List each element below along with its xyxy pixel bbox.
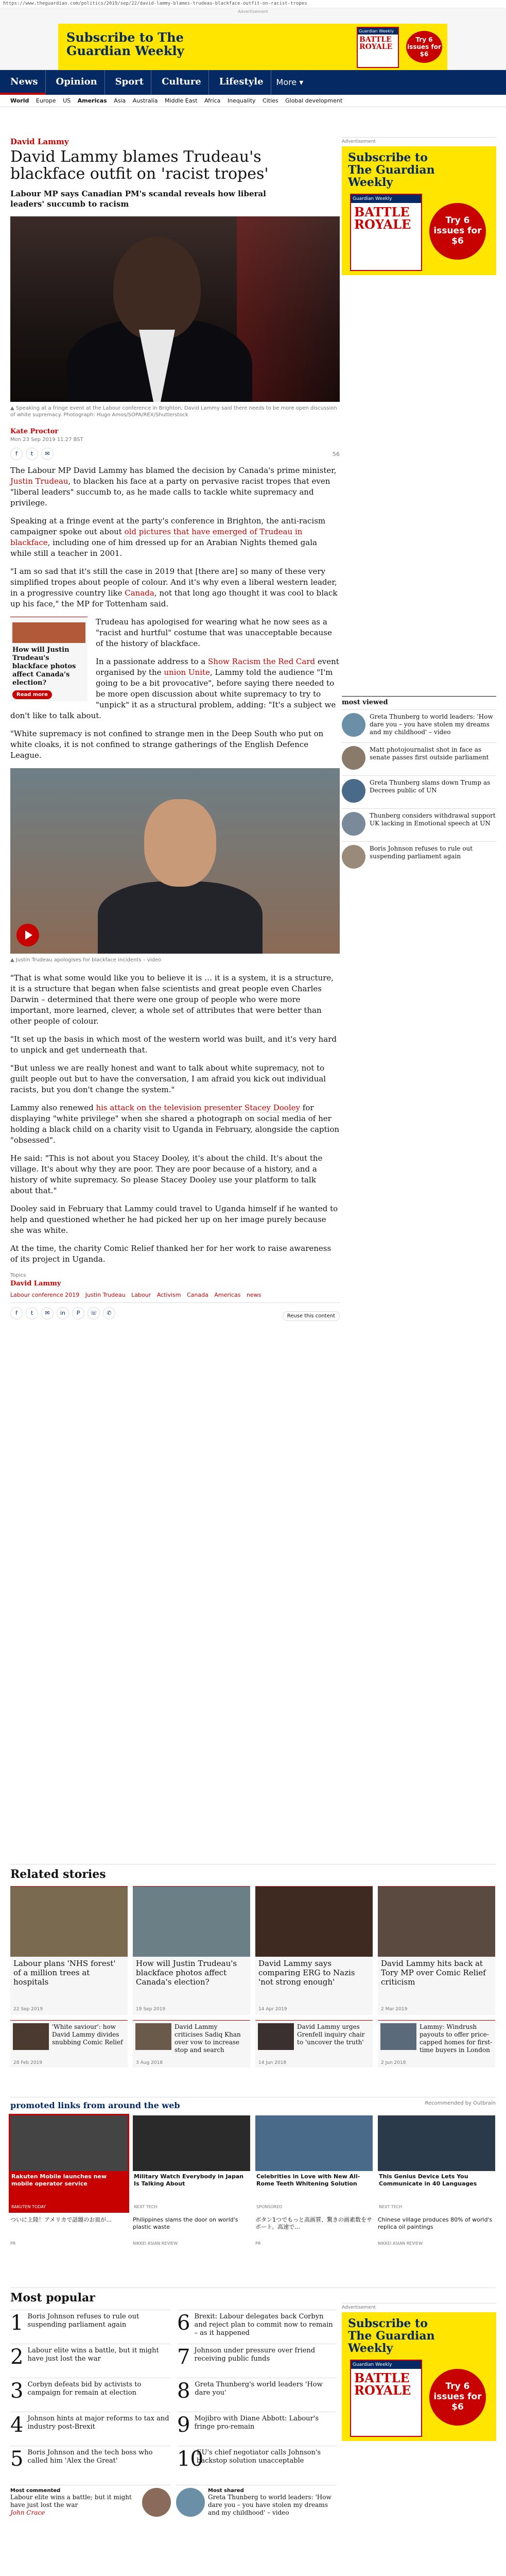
- most-viewed-item[interactable]: [342, 742, 496, 775]
- item-text: Boris Johnson refuses to rule out suspending parliament again: [27, 2313, 139, 2329]
- tag[interactable]: Activism: [156, 1292, 181, 1298]
- link-title: ボタン1つでもっと高画質、驚きの画素数をサポート。高速で…: [255, 2216, 372, 2230]
- card-time: 3 Aug 2018: [136, 2060, 163, 2065]
- nav-opinion[interactable]: Opinion: [46, 70, 105, 95]
- card-title: David Lammy says comparing ERG to Nazis 'not strong enough': [258, 1959, 355, 1987]
- card-image: [10, 2115, 128, 2171]
- byline[interactable]: Kate Proctor: [10, 428, 59, 435]
- card-title: Labour plans 'NHS forest' of a million trees at hospitals: [13, 1959, 116, 1987]
- related-small-card[interactable]: [10, 2020, 128, 2067]
- item-text: Labour elite wins a battle, but it might have just lost the war: [27, 2347, 159, 2363]
- item-text: Boris Johnson and the tech boss who called him 'Alex the Great': [27, 2449, 153, 2465]
- popular-item[interactable]: [177, 2446, 337, 2480]
- card-image: [378, 1887, 495, 1957]
- related-title: Related stories: [10, 1864, 496, 1881]
- link-stacey-dooley[interactable]: his attack on the television presenter Stacey Dooley: [96, 1103, 300, 1112]
- read-more-button[interactable]: Read more: [12, 690, 52, 699]
- most-commented-author: John Crace: [10, 2509, 45, 2516]
- subnav-world[interactable]: World: [10, 97, 29, 104]
- article-kicker[interactable]: David Lammy: [10, 137, 69, 146]
- sub-nav: [0, 95, 506, 107]
- video-player[interactable]: [10, 768, 340, 954]
- card-image: [255, 2115, 373, 2171]
- card-image: [378, 2115, 495, 2171]
- promoted-text-link[interactable]: [133, 2216, 250, 2247]
- side-ad-cover-title: BATTLE ROYALE: [354, 205, 411, 232]
- paragraph: "White supremacy is not confined to strange men in the Deep South who put on white cloaks, it is not confined to strange gatherings of the English Defence League.: [10, 729, 324, 760]
- magazine-cover: [357, 27, 399, 68]
- ad-label: Advertisement: [342, 137, 496, 144]
- tag[interactable]: news: [246, 1292, 261, 1298]
- subnav-inequality[interactable]: Inequality: [227, 97, 256, 104]
- promoted-links: [10, 2097, 496, 2247]
- item-text: Greta Thunberg's world leaders 'How dare you': [195, 2381, 323, 2397]
- link-source: PR: [10, 2241, 16, 2246]
- promoted-card[interactable]: [133, 2115, 250, 2211]
- card-title: Lammy: Windrush payouts to offer price-capped homes for first-time buyers in London: [420, 2023, 493, 2054]
- publish-date: Mon 23 Sep 2019 11.27 BST: [10, 437, 83, 443]
- hero-image: [10, 216, 340, 402]
- tag[interactable]: Labour conference 2019: [10, 1292, 80, 1298]
- item-text: EU's chief negotiator calls Johnson's backstop solution unacceptable: [197, 2449, 321, 2465]
- promoted-card[interactable]: [255, 2115, 373, 2211]
- offer-badge[interactable]: Try 6 issues for $6: [406, 31, 442, 63]
- most-viewed-item[interactable]: [342, 808, 496, 841]
- article: [10, 137, 340, 1325]
- whatsapp-icon[interactable]: ☏: [88, 1307, 100, 1319]
- card-image: [255, 1887, 373, 1957]
- most-viewed-item[interactable]: [342, 841, 496, 874]
- card-time: 14 Jun 2018: [258, 2060, 287, 2065]
- link-source: NIKKEI ASIAN REVIEW: [133, 2241, 178, 2246]
- rank-number: 6: [177, 2311, 190, 2335]
- card-image: [13, 2023, 49, 2050]
- card-source: SPONSORED: [256, 2205, 283, 2209]
- link-title: Chinese village produces 80% of world's replica oil paintings: [378, 2216, 493, 2230]
- link-source: NIKKEI ASIAN REVIEW: [378, 2241, 423, 2246]
- facebook-icon[interactable]: f: [10, 448, 23, 460]
- card-source: RAKUTEN TODAY: [11, 2205, 46, 2209]
- thumbnail: [342, 779, 365, 803]
- most-viewed: [342, 696, 496, 874]
- card-title: David Lammy criticises Sadiq Khan over vow to increase stop and search: [175, 2023, 241, 2054]
- item-text: Johnson hints at major reforms to tax and industry post-Brexit: [27, 2415, 169, 2431]
- link-justin-trudeau[interactable]: Justin Trudeau: [10, 477, 68, 486]
- promoted-text-link[interactable]: [10, 2216, 128, 2247]
- item-text: Corbyn defeats bid by activists to campaign for remain at election: [27, 2381, 142, 2397]
- rank-number: 8: [177, 2379, 190, 2403]
- card-time: 22 Sep 2019: [13, 2007, 43, 2012]
- card-source: NEXT TECH: [379, 2205, 403, 2209]
- article-footer: [10, 1302, 340, 1325]
- popular-item[interactable]: [10, 2344, 170, 2378]
- popular-item[interactable]: [10, 2378, 170, 2412]
- most-shared-label: Most shared: [208, 2488, 244, 2494]
- messenger-icon[interactable]: ✆: [103, 1307, 115, 1319]
- most-viewed-title: most viewed: [342, 696, 496, 706]
- subnav-us[interactable]: US: [63, 97, 71, 104]
- related-card[interactable]: [133, 1886, 250, 2015]
- paragraph: "It set up the basis in which most of the western world was built, and it's very hard to unpick and get underneath that.: [10, 1035, 337, 1055]
- guardian-weekly-banner[interactable]: [58, 24, 447, 70]
- rank-number: 9: [177, 2413, 190, 2437]
- reuse-content-button[interactable]: Reuse this content: [283, 1311, 340, 1321]
- twitter-icon[interactable]: t: [26, 1307, 38, 1319]
- subnav-europe[interactable]: Europe: [36, 97, 56, 104]
- subnav-africa[interactable]: Africa: [204, 97, 221, 104]
- nav-news[interactable]: News: [0, 70, 46, 95]
- item-text: Johnson under pressure over friend receiving public funds: [194, 2347, 316, 2363]
- banner-headline: Subscribe to The Guardian Weekly: [66, 30, 184, 58]
- ad-label: Advertisement: [342, 2303, 496, 2310]
- related-card[interactable]: [10, 1886, 128, 2015]
- related-card[interactable]: [378, 1886, 495, 2015]
- popular-item[interactable]: [177, 2344, 337, 2378]
- side-ad-cover-masthead: Guardian Weekly: [351, 195, 421, 203]
- item-text: Thunberg considers withdrawal support UK lacking in Emotional speech at UN: [370, 812, 496, 827]
- popular-item[interactable]: [10, 2310, 170, 2344]
- item-text: Boris Johnson refuses to rule out suspending parliament again: [370, 845, 473, 860]
- card-title: How will Justin Trudeau's blackface photos affect Canada's election?: [136, 1959, 237, 1987]
- email-icon[interactable]: ✉: [41, 1307, 54, 1319]
- related-small-card[interactable]: [255, 2020, 373, 2067]
- article-headline: David Lammy blames Trudeau's blackface outfit on 'racist tropes': [10, 148, 269, 183]
- subnav-cities[interactable]: Cities: [263, 97, 278, 104]
- tag[interactable]: Americas: [214, 1292, 241, 1298]
- paragraph: The Labour MP David Lammy has blamed the decision by Canada's prime minister, Justin Trudeau, to blacken his face at a party on pervasive racist tropes that even "liberal leaders" succumb to, as he made calls to tackle white supremacy and privilege.: [10, 466, 337, 507]
- cover-masthead: Guardian Weekly: [358, 28, 398, 35]
- most-commented-label: Most commented: [10, 2488, 61, 2494]
- most-popular-title: Most popular: [10, 2287, 496, 2304]
- rank-number: 7: [177, 2345, 190, 2369]
- subnav-americas[interactable]: Americas: [77, 97, 107, 104]
- hero-caption: ▲ Speaking at a fringe event at the Labour conference in Brighton, David Lammy said there needs to be more open discussion of white supremacy. Photograph: Hugo Amos/SOPA/REX/Shutterstock: [10, 405, 337, 418]
- paragraph: In a passionate address to a Show Racism the Red Card event organised by the union Unite, Lammy told the audience "I'm going to be a bit provocative", before saying there needed to be more open discussion about white supremacy to try to "unpick" it as a structural problem, adding: "It's a subject we don't like to talk about.: [10, 657, 339, 720]
- paragraph: Speaking at a fringe event at the party's conference in Brighton, the anti-racism campaigner spoke out about old pictures that have emerged of Trudeau in blackface, including one of him dressed up for an Arabian Nights themed gala while still a teacher in 2001.: [10, 516, 326, 558]
- popular-item[interactable]: [10, 2446, 170, 2480]
- card-image: [133, 1887, 250, 1957]
- nav-culture[interactable]: Culture: [151, 70, 209, 95]
- link-title: ついに上陸！アメリカで話題のお皿が…: [10, 2216, 112, 2223]
- side-ad-offer[interactable]: Try 6 issues for $6: [429, 2369, 486, 2426]
- paragraph: He said: "This is not about you Stacey Dooley, it's about the child. It's about the village. It's about why they are poor. They are poor because of a history, and a history of white supremacy. So please Stacey Dooley use your platform to talk about that.": [10, 1154, 323, 1195]
- side-advertisement[interactable]: [342, 146, 496, 275]
- ad-label: Advertisement: [238, 9, 268, 14]
- card-title: Rakuten Mobile launches new mobile operator service: [11, 2173, 107, 2187]
- paragraph: Lammy also renewed his attack on the television presenter Stacey Dooley for displaying "white privilege" when she shared a photograph on social media of her holding a black child on a charity visit to Uganda in February, alongside the caption "obsessed".: [10, 1103, 340, 1145]
- subnav-global-development[interactable]: Global development: [285, 97, 343, 104]
- pinterest-icon[interactable]: P: [72, 1307, 84, 1319]
- related-small-card[interactable]: [378, 2020, 495, 2067]
- rich-link-thumb: [12, 622, 85, 643]
- side-ad-cover: [350, 2360, 422, 2437]
- side-ad-cover: [350, 194, 422, 271]
- rank-number: 2: [10, 2345, 24, 2369]
- link-source: PR: [255, 2241, 261, 2246]
- card-time: 2 Mar 2019: [381, 2007, 408, 2012]
- outbrain-label[interactable]: Recommended by Outbrain: [425, 2100, 496, 2106]
- side-ad-cover-masthead: Guardian Weekly: [351, 2361, 421, 2369]
- share-bar: [10, 448, 340, 460]
- paragraph: "I am so sad that it's still the case in 2019 that [there are] so many of these very simplified tropes about people of colour. And it's why even a liberal western leader, in a progressive country like Canada, not that long ago thought it was cool to black up his face," the MP for Tottenham said.: [10, 567, 338, 608]
- card-image: [380, 2023, 416, 2050]
- link-canada[interactable]: Canada: [125, 588, 154, 598]
- thumbnail: [342, 713, 365, 737]
- popular-side-ad[interactable]: [342, 2303, 496, 2441]
- popular-item[interactable]: [10, 2412, 170, 2446]
- thumbnail: [342, 746, 365, 770]
- side-ad-cover-title: BATTLE ROYALE: [354, 2370, 411, 2398]
- video-caption: ▲ Justin Trudeau apologises for blackface incidents – video: [10, 957, 162, 963]
- play-icon[interactable]: [16, 924, 39, 946]
- top-advertisement: [0, 8, 506, 70]
- tag-list: [10, 1292, 340, 1298]
- card-time: 2 Jun 2018: [381, 2060, 406, 2065]
- subnav-australia[interactable]: Australia: [132, 97, 158, 104]
- promoted-card[interactable]: [10, 2115, 128, 2211]
- topic-author[interactable]: David Lammy: [10, 1280, 61, 1287]
- related-card[interactable]: [255, 1886, 373, 2015]
- most-shared-text: Greta Thunberg to world leaders: 'How dare you – you have stolen my dreams and my childhood' – video: [208, 2494, 331, 2516]
- most-commented-text: Labour elite wins a battle; but it might have just lost the war: [10, 2494, 132, 2509]
- most-viewed-item[interactable]: [342, 775, 496, 808]
- link-title: Philippines slams the door on world's plastic waste: [133, 2216, 238, 2230]
- rank-number: 10: [177, 2447, 203, 2471]
- item-text: Mojibro with Diane Abbott: Labour's fringe pro-remain: [194, 2415, 319, 2431]
- card-image: [133, 2115, 250, 2171]
- rank-number: 4: [10, 2413, 24, 2437]
- cover-title: BATTLE ROYALE: [359, 36, 393, 51]
- nav-sport[interactable]: Sport: [105, 70, 151, 95]
- author-avatar: [142, 2488, 171, 2517]
- card-title: Celebrities in Love with New All-Rome Teeth Whitening Solution: [256, 2173, 360, 2187]
- most-popular: [10, 2287, 496, 2517]
- card-time: 14 Apr 2019: [258, 2007, 287, 2012]
- right-column: [342, 137, 496, 860]
- share-count: 56: [333, 450, 340, 457]
- popular-item[interactable]: [177, 2412, 337, 2446]
- related-small-card[interactable]: [133, 2020, 250, 2067]
- twitter-icon[interactable]: t: [26, 448, 38, 460]
- tag[interactable]: Canada: [186, 1292, 208, 1298]
- paragraph: Trudeau has apologised for wearing what he now sees as a "racist and hurtful" costume that was unacceptable because of the history of blackface.: [96, 617, 332, 648]
- nav-lifestyle[interactable]: Lifestyle: [209, 70, 271, 95]
- side-ad-offer[interactable]: Try 6 issues for $6: [429, 203, 486, 260]
- card-title: This Genius Device Lets You Communicate in 40 Languages: [379, 2173, 477, 2187]
- most-shared[interactable]: [176, 2485, 337, 2517]
- card-time: 19 Sep 2019: [136, 2007, 166, 2012]
- card-title: David Lammy hits back at Tory MP over Comic Relief criticism: [381, 1959, 486, 1987]
- card-image: [258, 2023, 294, 2050]
- item-text: Matt photojournalist shot in face as senate passes first outside parliament: [370, 746, 489, 761]
- link-show-racism[interactable]: Show Racism the Red Card: [208, 657, 316, 666]
- rich-link-title: How will Justin Trudeau's blackface photos affect Canada's election?: [12, 646, 76, 687]
- promoted-title: promoted links from around the web: [10, 2100, 180, 2110]
- side-ad-headline: Subscribe to The Guardian Weekly: [348, 151, 435, 189]
- most-viewed-item[interactable]: [342, 709, 496, 742]
- link-old-pictures[interactable]: old pictures that have emerged of Trudeau in blackface: [10, 527, 303, 547]
- url-bar[interactable]: https://www.theguardian.com/politics/2019/sep/22/david-lammy-blames-trudeau-blackface-outfit-on-racist-tropes: [0, 0, 506, 8]
- paragraph: "But unless we are really honest and want to talk about white supremacy, not to guilt people out but to have the conversation, I am afraid you kick out individual racists, but you don't change the system.": [10, 1063, 326, 1094]
- popular-item[interactable]: [177, 2310, 337, 2344]
- rank-number: 1: [10, 2311, 24, 2335]
- link-unite[interactable]: union Unite: [164, 668, 210, 677]
- promoted-card[interactable]: [378, 2115, 495, 2211]
- promoted-text-link[interactable]: [255, 2216, 373, 2247]
- related-stories: [10, 1864, 496, 2067]
- topics-label: Topics: [10, 1273, 26, 1278]
- standfirst: Labour MP says Canadian PM's scandal reveals how liberal leaders' succumb to racism: [10, 189, 266, 209]
- thumbnail: [342, 812, 365, 836]
- item-text: Greta Thunberg slams down Trump as Decrees public of UN: [370, 779, 491, 794]
- card-source: NEXT TECH: [134, 2205, 158, 2209]
- card-image: [10, 1887, 128, 1957]
- thumbnail: [342, 845, 365, 869]
- rank-number: 3: [10, 2379, 24, 2403]
- promoted-text-link[interactable]: [378, 2216, 495, 2247]
- popular-item[interactable]: [177, 2378, 337, 2412]
- card-title: David Lammy urges Grenfell inquiry chair to 'uncover the truth': [297, 2023, 365, 2046]
- rank-number: 5: [10, 2447, 24, 2471]
- item-text: Brexit: Labour delegates back Corbyn and reject plan to commit now to remain – as it happened: [194, 2313, 333, 2337]
- facebook-icon[interactable]: f: [10, 1307, 23, 1319]
- paragraph: At the time, the charity Comic Relief thanked her for her work to raise awareness of its project in Uganda.: [10, 1244, 331, 1264]
- card-image: [135, 2023, 171, 2050]
- item-text: Greta Thunberg to world leaders: 'How dare you – you have stolen my dreams and my childhood' – video: [370, 713, 493, 736]
- paragraph: "That is what some would like you to believe it is … it is a system, it is a structure, it is a structure that began when false scientists and great people even Charles Darwin – determined that there were one group of people who were more important, more learned, clever, a whole set of attributes that were better than other people of colour.: [10, 973, 334, 1026]
- nav-more[interactable]: More ▾: [276, 77, 304, 87]
- email-icon[interactable]: ✉: [41, 448, 54, 460]
- tag[interactable]: Labour: [131, 1292, 151, 1298]
- paragraph: Dooley said in February that Lammy could travel to Uganda himself if he wanted to help and questioned whether he had picked her up on her image purely because she was white.: [10, 1204, 338, 1235]
- card-title: Military Watch Everybody in Japan Is Talking About: [134, 2173, 244, 2187]
- tag[interactable]: Justin Trudeau: [85, 1292, 126, 1298]
- main-nav: [0, 70, 506, 95]
- rich-link[interactable]: [10, 617, 88, 701]
- most-commented[interactable]: [10, 2485, 171, 2517]
- linkedin-icon[interactable]: in: [57, 1307, 69, 1319]
- subnav-middle-east[interactable]: Middle East: [164, 97, 198, 104]
- card-time: 28 Feb 2019: [13, 2060, 43, 2065]
- side-ad-headline: Subscribe to The Guardian Weekly: [348, 2317, 435, 2355]
- thumbnail: [176, 2488, 205, 2517]
- card-title: 'White saviour': how David Lammy divides snubbing Comic Relief: [52, 2023, 123, 2046]
- subnav-asia[interactable]: Asia: [114, 97, 126, 104]
